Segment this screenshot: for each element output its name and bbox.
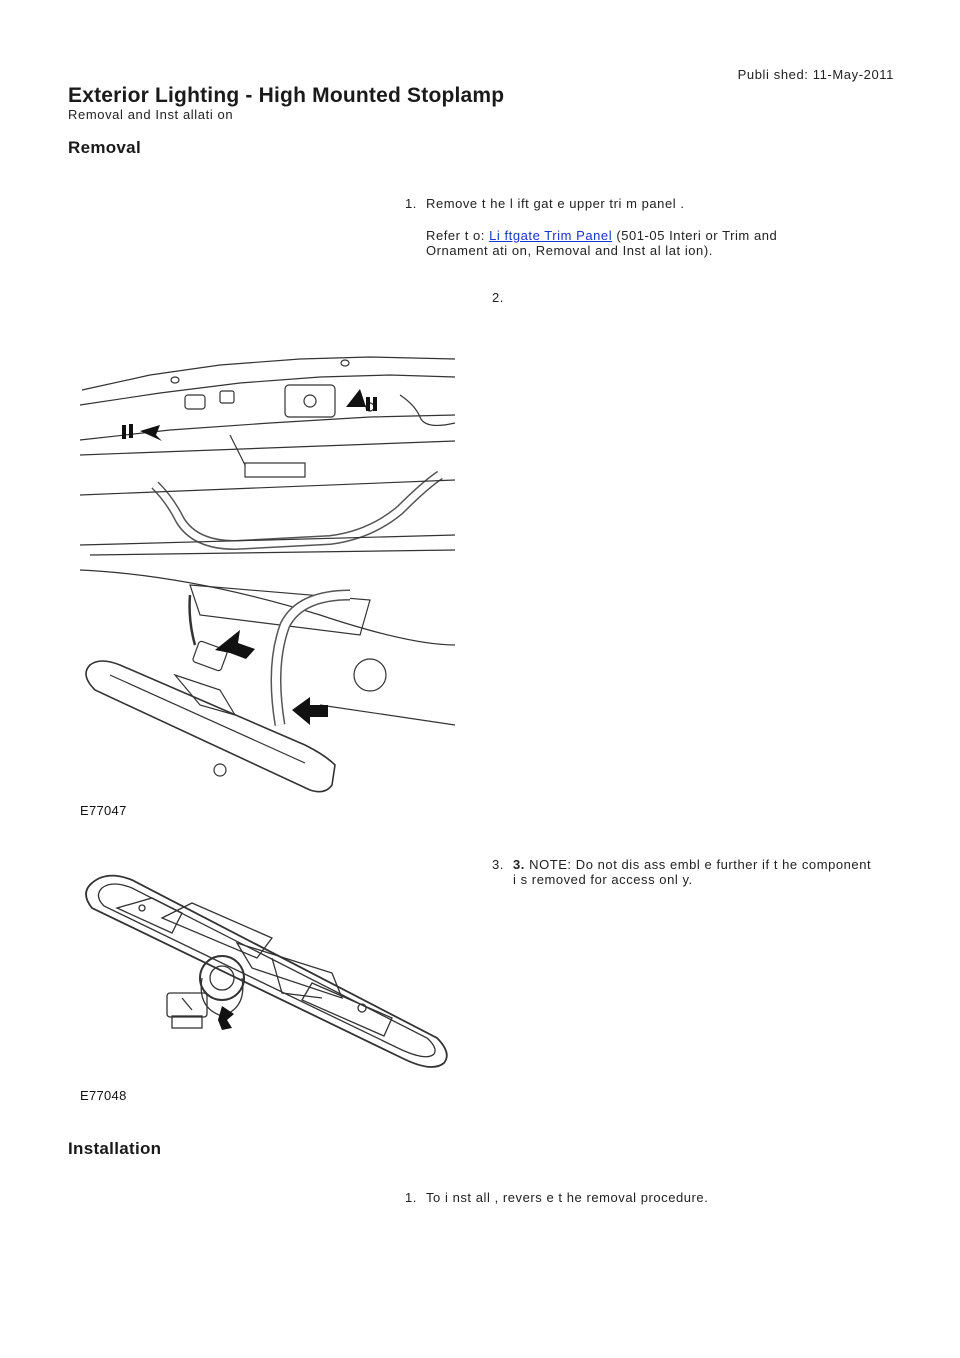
liftgate-trim-panel-link[interactable]: Li ftgate Trim Panel: [489, 228, 613, 243]
step-3-bold-prefix: 3.: [513, 857, 525, 872]
refer-suffix-line2: Ornament ati on, Removal and Inst al lat ion).: [426, 243, 713, 258]
stoplamp-connector-illustration: [70, 345, 455, 825]
figure-label-e77047: E77047: [80, 803, 127, 818]
refer-to-label: Refer t o:: [426, 228, 485, 243]
removal-step-3-note-line1: [513, 857, 871, 872]
removal-step-1-reference: [426, 228, 826, 243]
refer-suffix-line1: (501-05 Interi or Trim and: [616, 228, 778, 243]
removal-step-1-text: Remove t he l ift gat e upper tri m panel .: [426, 196, 685, 211]
step-3-note-text: NOTE: Do not dis ass embl e further if t he component: [529, 857, 872, 872]
illustration-stoplamp-connector-removal: [70, 345, 455, 825]
removal-heading: Removal: [68, 138, 141, 157]
installation-step-1-text: To i nst all , revers e t he removal procedure.: [426, 1190, 709, 1205]
removal-step-3-note-line2: i s removed for access onl y.: [513, 872, 693, 887]
page-subtitle: Removal and Inst allati on: [68, 107, 234, 122]
removal-step-2-number: 2.: [492, 290, 504, 305]
installation-step-1-number: 1.: [405, 1190, 417, 1205]
figure-label-e77048: E77048: [80, 1088, 127, 1103]
published-date: Publi shed: 11-May-2011: [737, 67, 894, 82]
stoplamp-housing-illustration: [72, 858, 457, 1106]
installation-heading: Installation: [68, 1139, 162, 1158]
page-title: Exterior Lighting - High Mounted Stoplamp: [68, 84, 505, 107]
removal-step-3-number: 3.: [492, 857, 504, 872]
illustration-stoplamp-bulb-holder: [72, 858, 457, 1106]
removal-step-1-number: 1.: [405, 196, 417, 211]
